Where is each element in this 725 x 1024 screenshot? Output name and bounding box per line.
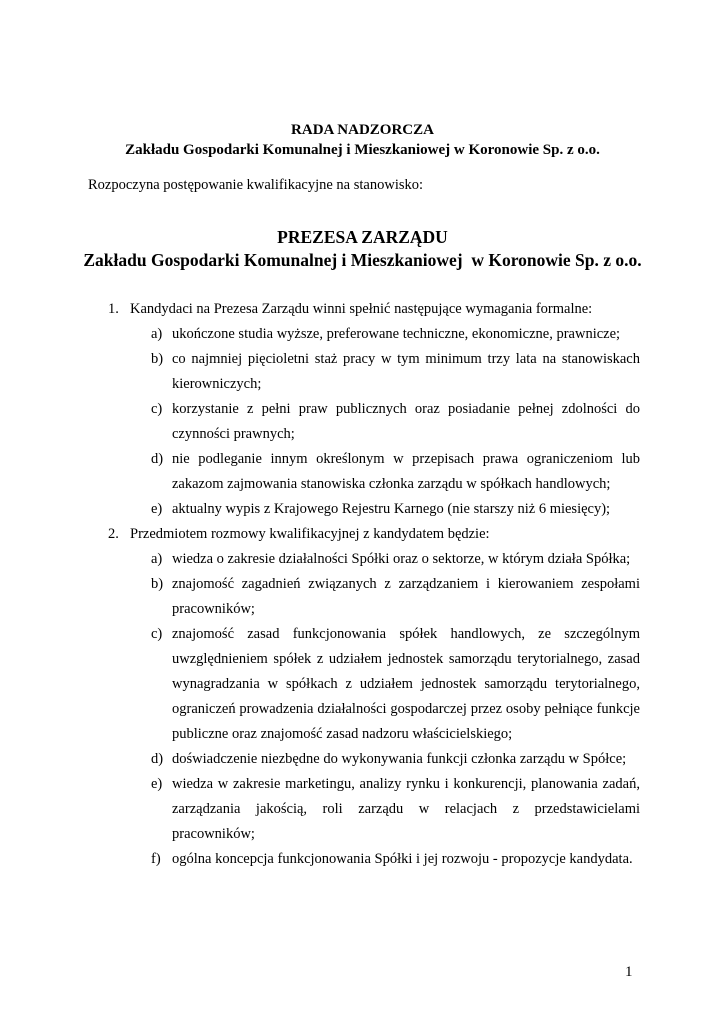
item-text: co najmniej pięcioletni staż pracy w tym minimum trzy lata na stanowiskach kierowniczych; [172,351,640,392]
page-number: 1 [625,964,633,980]
item-letter: a) [151,326,163,342]
company-name: Zakładu Gospodarki Komunalnej i Mieszkaniowej w Koronowie Sp. z o.o. [125,142,600,158]
section-heading-text: Przedmiotem rozmowy kwalifikacyjnej z kandydatem będzie: [130,526,490,542]
item-text: ogólna koncepcja funkcjonowania Spółki i jej rozwoju - propozycje kandydata. [172,851,633,867]
item-text: znajomość zasad funkcjonowania spółek handlowych, ze szczególnym uwzględnieniem spółek z udziałem jednostek samorządu terytorialnego, zasad wynagradzania w spółkach z udziałem jednostek samorządu terytorialnego, ograniczeń prowadzenia działalności gospodarczej przez osoby pełniące funkcje publiczne oraz znajomość zasad nadzoru właścicielskiego; [172,626,640,742]
section-1-heading [108,297,640,322]
item-text: nie podleganie innym określonym w przepisach prawa ograniczeniom lub zakazom zajmowania stanowiska członka zarządu w spółkach handlowych; [172,451,640,492]
item-letter: c) [151,401,163,417]
position-company-name: Zakładu Gospodarki Komunalnej i Mieszkaniowej w Koronowie Sp. z o.o. [83,250,642,270]
section-heading-text: Kandydaci na Prezesa Zarządu winni spełnić następujące wymagania formalne: [130,301,593,317]
section-number: 1. [108,301,119,317]
item-letter: e) [151,501,163,517]
list-item [108,747,640,772]
list-item [108,772,640,847]
item-letter: d) [151,451,164,467]
item-letter: f) [151,851,161,867]
list-item [108,322,640,347]
list-item [108,547,640,572]
item-text: korzystanie z pełni praw publicznych oraz posiadanie pełnej zdolności do czynności prawnych; [172,401,640,442]
list-item [108,847,640,872]
item-text: znajomość zagadnień związanych z zarządzaniem i kierowaniem zespołami pracowników; [172,576,640,617]
section-2-heading [108,522,640,547]
item-text: wiedza o zakresie działalności Spółki oraz o sektorze, w którym działa Spółka; [172,551,631,567]
item-text: doświadczenie niezbędne do wykonywania funkcji członka zarządu w Spółce; [172,751,627,767]
item-letter: d) [151,751,164,767]
list-item [108,347,640,397]
list-item [108,447,640,497]
list-item [108,572,640,622]
item-text: ukończone studia wyższe, preferowane techniczne, ekonomiczne, prawnicze; [172,326,621,342]
list-item [108,622,640,747]
board-title: RADA NADZORCZA [291,122,434,138]
item-letter: c) [151,626,163,642]
intro-text: Rozpoczyna postępowanie kwalifikacyjne na stanowisko: [88,177,424,193]
item-letter: b) [151,576,164,592]
list-item [108,497,640,522]
list-item [108,397,640,447]
requirements-list [108,297,640,872]
position-title: PREZESA ZARZĄDU [277,227,448,247]
item-text: wiedza w zakresie marketingu, analizy rynku i konkurencji, planowania zadań, zarządzania jakością, roli zarządu w relacjach z przedstawicielami pracowników; [172,776,640,842]
item-letter: a) [151,551,163,567]
item-text: aktualny wypis z Krajowego Rejestru Karnego (nie starszy niż 6 miesięcy); [172,501,611,517]
section-number: 2. [108,526,119,542]
item-letter: b) [151,351,164,367]
item-letter: e) [151,776,163,792]
